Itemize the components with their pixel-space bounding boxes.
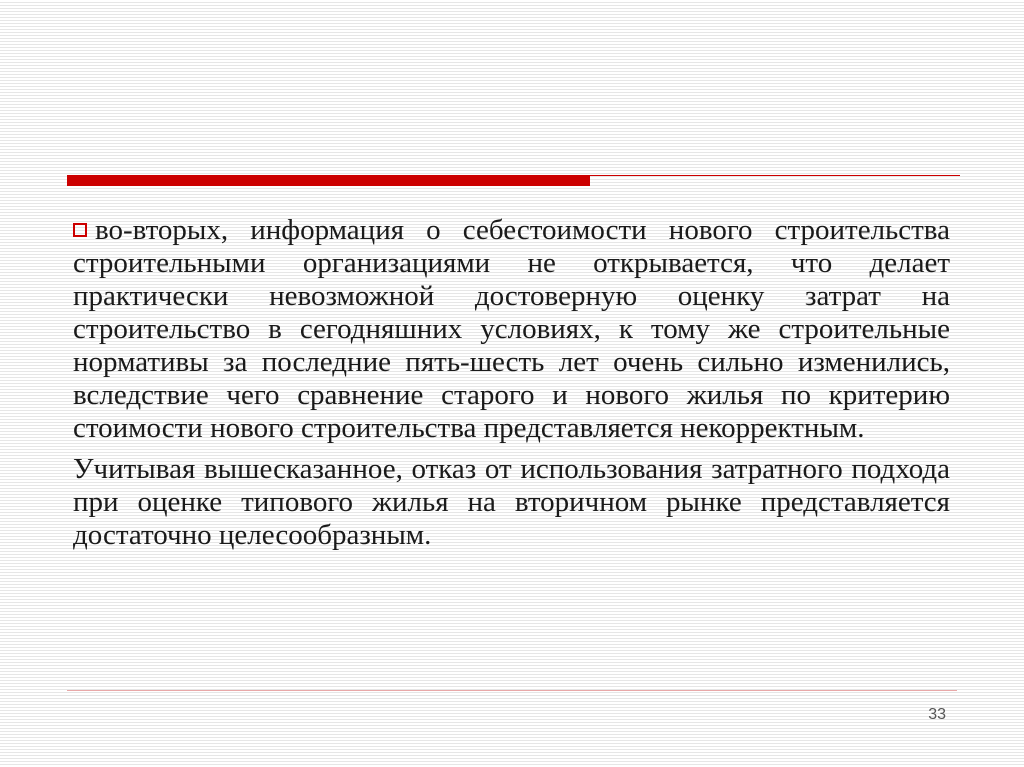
slide-body	[73, 214, 950, 552]
hollow-square-bullet-icon	[73, 223, 87, 237]
paragraph-2-text: Учитывая вышесказанное, отказ от использования затратного подхода при оценке типового жилья на вторичном рынке представляется достаточно целесообразным.	[73, 453, 950, 551]
footer-rule	[67, 690, 957, 691]
paragraph-1-text: во-вторых, информация о себестоимости нового строительства строительными организациями не открывается, что делает практически невозможной достоверную оценку затрат на строительство в сегодняшних условиях, к тому же строительные нормативы за последние пять-шесть лет очень сильно изменились, вследствие чего сравнение старого и нового жилья по критерию стоимости нового строительства представляется некорректным.	[73, 214, 950, 444]
title-rule-thick	[67, 175, 590, 186]
slide-number: 33	[928, 706, 946, 723]
paragraph-2	[73, 453, 950, 552]
paragraph-1	[73, 214, 950, 445]
title-rule-thin	[590, 175, 960, 176]
